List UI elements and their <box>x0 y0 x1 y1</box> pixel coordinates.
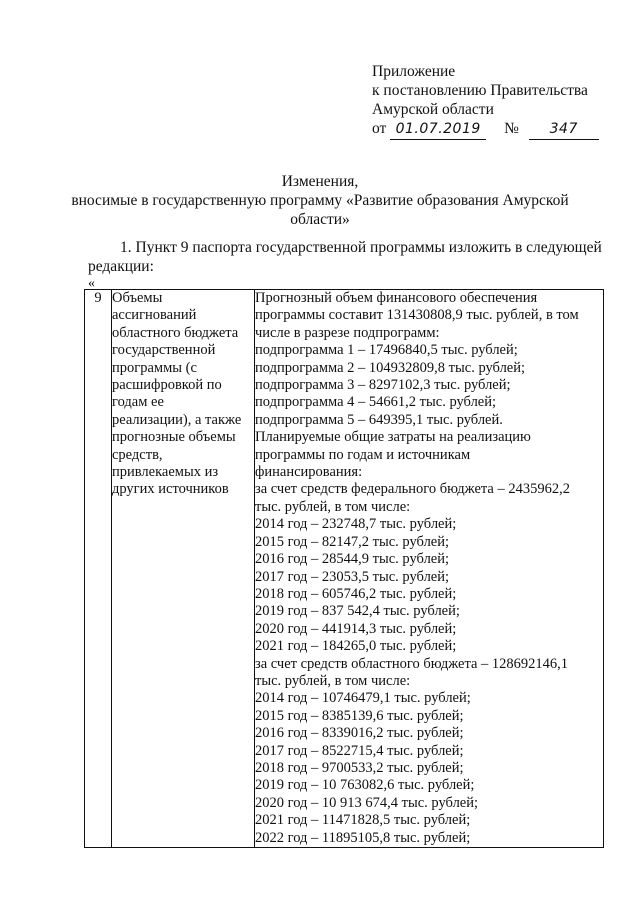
name-line: привлекаемых из <box>112 464 219 481</box>
desc-line: тыс. рублей, в том числе: <box>255 672 411 689</box>
desc-line: 2016 год – 8339016,2 тыс. рублей; <box>255 725 464 742</box>
desc-line: Планируемые общие затраты на реализацию <box>255 429 531 446</box>
desc-line: 2020 год – 441914,3 тыс. рублей; <box>255 620 457 637</box>
desc-line: числе в разрезе подпрограмм: <box>255 324 440 341</box>
name-line: областного бюджета <box>112 324 239 341</box>
name-line: других источников <box>112 481 229 498</box>
row-description-cell <box>255 290 604 848</box>
desc-line: 2014 год – 10746479,1 тыс. рублей; <box>255 690 471 707</box>
row-name-cell <box>112 290 255 848</box>
desc-line: 2018 год – 605746,2 тыс. рублей; <box>255 585 457 602</box>
desc-line: за счет средств федерального бюджета – 2435962,2 <box>255 481 570 498</box>
desc-line: 2021 год – 184265,0 тыс. рублей; <box>255 638 457 655</box>
desc-line: 2020 год – 10 913 674,4 тыс. рублей; <box>255 794 479 811</box>
changes-subheading: вносимые в государственную программу «Развитие образования Амурской <box>71 192 569 209</box>
desc-line: подпрограмма 3 – 8297102,3 тыс. рублей; <box>255 377 511 394</box>
name-line: программы (с <box>112 359 197 376</box>
desc-line: за счет средств областного бюджета – 128692146,1 <box>255 655 569 672</box>
changes-heading: Изменения, <box>281 173 359 190</box>
desc-line: программы по годам и источникам <box>255 446 471 463</box>
name-line: реализации), а также <box>112 411 242 428</box>
desc-line: подпрограмма 4 – 54661,2 тыс. рублей; <box>255 394 497 411</box>
number-prefix: № <box>504 120 519 137</box>
desc-line: 2019 год – 10 763082,6 тыс. рублей; <box>255 777 475 794</box>
desc-line: программы составит 131430808,9 тыс. рублей, в том <box>255 307 579 324</box>
desc-line: 2015 год – 82147,2 тыс. рублей; <box>255 533 450 550</box>
program-passport-table <box>84 289 604 848</box>
desc-line: 2022 год – 11895105,8 тыс. рублей; <box>255 829 471 846</box>
desc-line: 2019 год – 837 542,4 тыс. рублей; <box>255 603 460 620</box>
desc-line: 2016 год – 28544,9 тыс. рублей; <box>255 551 450 568</box>
date-prefix: от <box>372 120 387 137</box>
name-line: прогнозные объемы <box>112 429 236 446</box>
table-row <box>85 290 604 848</box>
number-value: 347 <box>529 120 599 140</box>
desc-line: подпрограмма 5 – 649395,1 тыс. рублей. <box>255 411 503 428</box>
instruction-paragraph <box>88 238 608 276</box>
row-number: 9 <box>85 290 112 848</box>
annex-block <box>372 62 599 140</box>
date-value: 01.07.2019 <box>390 120 486 140</box>
desc-line: Прогнозный объем финансового обеспечения <box>255 290 538 306</box>
desc-line: 2017 год – 8522715,4 тыс. рублей; <box>255 742 464 759</box>
name-line: средств, <box>112 446 163 463</box>
desc-line: 2014 год – 232748,7 тыс. рублей; <box>255 516 457 533</box>
desc-line: 2017 год – 23053,5 тыс. рублей; <box>255 568 450 585</box>
desc-line: тыс. рублей, в том числе: <box>255 498 411 515</box>
instruction-line-1: 1. Пункт 9 паспорта государственной программы изложить в следующей <box>120 239 602 256</box>
name-line: расшифровкой по <box>112 377 222 394</box>
desc-line: 2015 год – 8385139,6 тыс. рублей; <box>255 707 464 724</box>
annex-region: Амурской области <box>372 101 494 118</box>
name-line: государственной <box>112 342 216 359</box>
name-line: годам ее <box>112 394 164 411</box>
name-line: ассигнований <box>112 307 197 324</box>
annex-date-line <box>372 119 599 140</box>
desc-line: подпрограмма 2 – 104932809,8 тыс. рублей; <box>255 359 526 376</box>
name-line: Объемы <box>112 290 163 306</box>
opening-quote: « <box>88 276 95 291</box>
annex-title: Приложение <box>372 63 456 80</box>
desc-line: 2021 год – 11471828,5 тыс. рублей; <box>255 812 471 829</box>
desc-line: подпрограмма 1 – 17496840,5 тыс. рублей; <box>255 342 518 359</box>
annex-reference: к постановлению Правительства <box>372 82 588 99</box>
desc-line: 2018 год – 9700533,2 тыс. рублей; <box>255 759 464 776</box>
desc-line: финансирования: <box>255 464 363 481</box>
changes-subheading-end: области» <box>290 211 350 228</box>
instruction-line-2: редакции: <box>88 258 154 275</box>
